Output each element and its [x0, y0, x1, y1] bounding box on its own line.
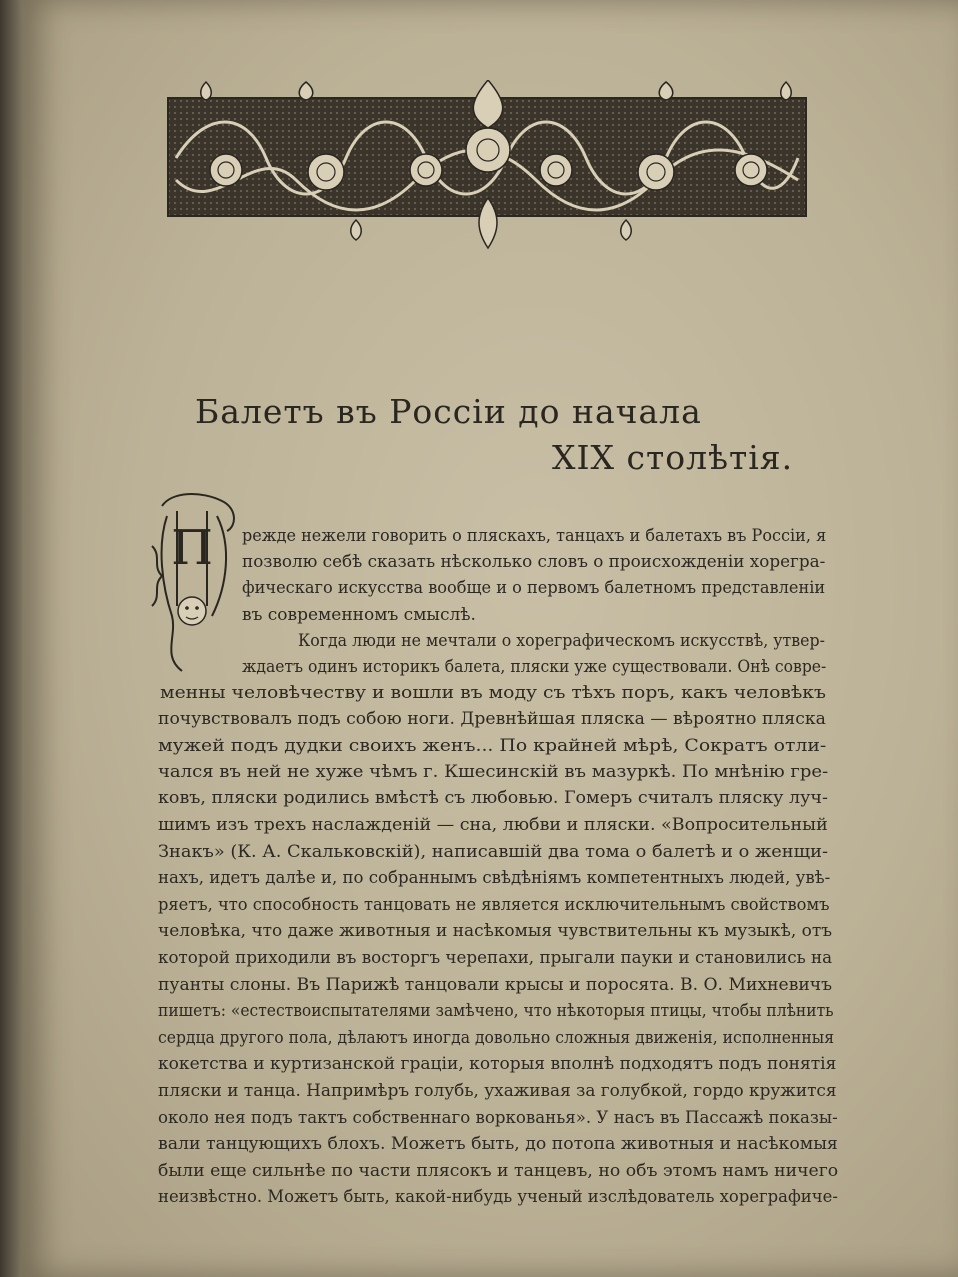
- body-text-line: нахъ, идетъ далѣе и, по собраннымъ свѣдѣніямъ компетентныхъ людей, увѣ-: [158, 868, 831, 889]
- chapter-title-line-1: Балетъ въ Россіи до начала: [195, 392, 702, 431]
- body-text-line: пуанты слоны. Въ Парижѣ танцовали крысы и поросята. В. О. Михневичъ: [158, 974, 833, 995]
- body-text-line: шимъ изъ трехъ наслажденій — сна, любви и пляски. «Вопросительный: [158, 815, 828, 835]
- body-text-line: неизвѣстно. Можетъ быть, какой-нибудь ученый изслѣдователь хореграфиче-: [158, 1187, 838, 1208]
- body-text-line: фическаго искусства вообще и о первомъ балетномъ представленіи: [242, 578, 826, 599]
- body-text-line: пляски и танца. Напримѣръ голубь, ухаживая за голубкой, гордо кружится: [158, 1081, 837, 1101]
- body-text-line: Когда люди не мечтали о хореграфическомъ искусствѣ, утвер-: [298, 630, 825, 651]
- body-text-line: въ современномъ смыслѣ.: [242, 604, 476, 625]
- decorative-headpiece-ornament: [166, 80, 808, 250]
- body-text-line: чался въ ней не хуже чѣмъ г. Кшесинскій въ мазуркѣ. По мнѣнію гре-: [158, 761, 829, 782]
- body-text-line: ряетъ, что способность танцовать не является исключительнымъ свойствомъ: [158, 894, 830, 915]
- body-text-line: позволю себѣ сказать нѣсколько словъ о происхожденіи хорегра-: [242, 552, 826, 573]
- body-text-line: вали танцующихъ блохъ. Можетъ быть, до потопа животныя и насѣкомыя: [158, 1134, 838, 1155]
- body-text-line: Знакъ» (К. А. Скальковскій), написавшій два тома о балетѣ и о женщи-: [158, 841, 828, 862]
- body-text-line: около нея подъ тактъ собственнаго воркованья». У насъ въ Пассажѣ показы-: [158, 1107, 838, 1128]
- dropcap-letter: П: [171, 520, 213, 576]
- illuminated-dropcap-image: [142, 486, 242, 676]
- body-text-line: кокетства и куртизанской граціи, которыя вполнѣ подходятъ подъ понятія: [158, 1054, 837, 1075]
- body-text-line: режде нежели говорить о пляскахъ, танцахъ и балетахъ въ Россіи, я: [242, 526, 827, 546]
- body-text-line: ковъ, пляски родились вмѣстѣ съ любовью. Гомеръ считалъ пляску луч-: [158, 788, 828, 809]
- body-text-line: менны человѣчеству и вошли въ моду съ тѣхъ поръ, какъ человѣкъ: [160, 683, 826, 704]
- body-text-line: почувствовалъ подъ собою ноги. Древнѣйшая пляска — вѣроятно пляска: [158, 709, 826, 730]
- body-text-line: мужей подъ дудки своихъ женъ... По крайней мѣрѣ, Сократъ отли-: [158, 735, 827, 756]
- body-text-line: человѣка, что даже животныя и насѣкомыя чувствительны къ музыкѣ, отъ: [158, 921, 833, 942]
- body-text-line: пишетъ: «естествоиспытателями замѣчено, что нѣкоторыя птицы, чтобы плѣнить: [158, 1001, 834, 1022]
- body-text-line: которой приходили въ восторгъ черепахи, прыгали пауки и становились на: [158, 948, 833, 968]
- body-text-line: сердца другого пола, дѣлаютъ иногда довольно сложныя движенія, исполненныя: [158, 1027, 835, 1048]
- body-text-line: были еще сильнѣе по части плясокъ и танцевъ, но объ этомъ намъ ничего: [158, 1160, 839, 1181]
- body-text-line: ждаетъ одинъ историкъ балета, пляски уже существовали. Онѣ совре-: [242, 657, 827, 677]
- book-spine-shadow: [0, 0, 22, 1277]
- chapter-title-line-2: XIX столѣтія.: [552, 438, 794, 477]
